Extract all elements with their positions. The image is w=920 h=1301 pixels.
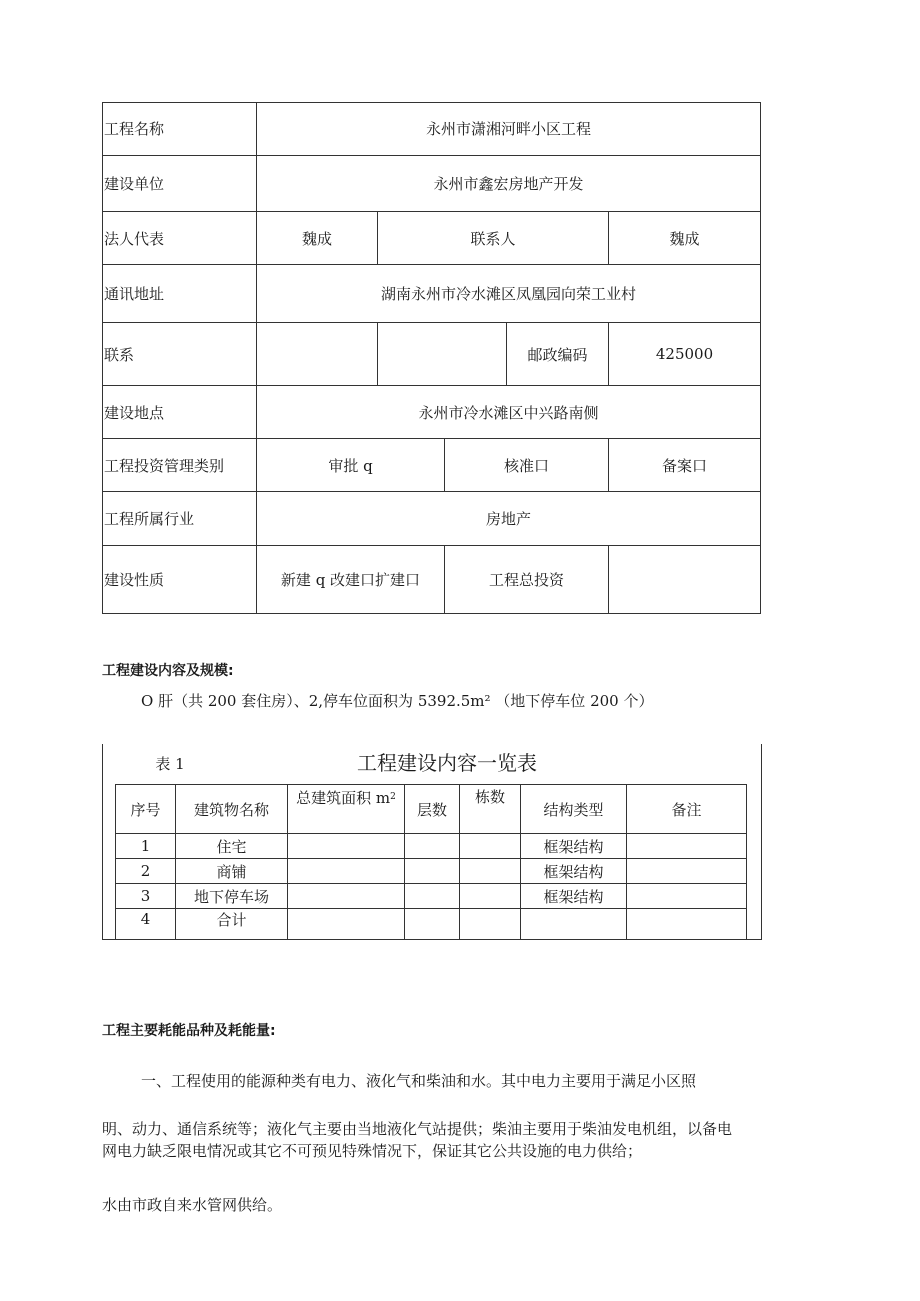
energy-paragraph-line: 网电力缺乏限电情况或其它不可预见特殊情况下，保证其它公共设施的电力供给； (102, 1142, 643, 1160)
energy-paragraph-line: 明、动力、通信系统等；液化气主要由当地液化气站提供；柴油主要用于柴油发电机组，以备电 (102, 1120, 733, 1138)
invest-option-approval: 审批 q (328, 456, 373, 475)
row-name: 住宅 (216, 837, 247, 856)
construction-content-table (102, 744, 762, 940)
energy-heading: 工程主要耗能品种及耗能量: (102, 1023, 276, 1039)
row-structure: 框架结构 (543, 887, 604, 906)
project-info-table (102, 102, 761, 614)
contact-label: 联系 (104, 345, 135, 364)
row-name: 地下停车场 (193, 887, 269, 906)
industry-label: 工程所属行业 (104, 510, 195, 528)
row-seq: 1 (140, 837, 151, 855)
legal-rep-value: 魏成 (301, 229, 332, 248)
postcode-label: 邮政编码 (527, 345, 588, 364)
nature-options: 新建 q 改建口扩建口 (280, 571, 421, 589)
row-seq: 3 (140, 887, 151, 905)
row-seq: 2 (140, 862, 151, 880)
invest-option-verify: 核准口 (503, 456, 549, 475)
total-invest-label: 工程总投资 (488, 571, 564, 589)
header-count: 栋数 (474, 787, 505, 806)
address-label: 通讯地址 (104, 285, 165, 303)
legal-rep-label: 法人代表 (104, 229, 165, 248)
site-label: 建设地点 (104, 403, 165, 422)
invest-type-label: 工程投资管理类别 (104, 456, 225, 475)
project-name-value: 永州市潇湘河畔小区工程 (425, 120, 591, 138)
builder-value: 永州市鑫宏房地产开发 (433, 175, 584, 193)
header-remark: 备注 (671, 800, 702, 819)
row-name: 商铺 (216, 862, 247, 881)
contact-person-label: 联系人 (470, 229, 516, 248)
header-name: 建筑物名称 (193, 800, 269, 819)
table-title: 工程建设内容一览表 (357, 750, 537, 775)
table-caption: 表 1 (155, 754, 185, 773)
header-area: 总建筑面积 m 2 (296, 788, 396, 807)
row-structure: 框架结构 (543, 837, 604, 856)
nature-label: 建设性质 (104, 571, 165, 589)
address-value: 湖南永州市冷水滩区凤凰园向荣工业村 (380, 285, 636, 303)
builder-label: 建设单位 (104, 175, 165, 193)
energy-paragraph-line: 水由市政自来水管网供给。 (102, 1196, 283, 1214)
header-floors: 层数 (416, 800, 447, 819)
scope-heading: 工程建设内容及规模: (102, 663, 234, 679)
postcode-value: 425000 (655, 345, 714, 363)
site-value: 永州市冷水滩区中兴路南侧 (418, 403, 599, 422)
project-name-label: 工程名称 (104, 120, 165, 138)
row-structure: 框架结构 (543, 862, 604, 881)
contact-person-value: 魏成 (669, 229, 700, 248)
industry-value: 房地产 (485, 510, 531, 528)
row-name: 合计 (216, 910, 247, 929)
header-seq: 序号 (130, 800, 161, 819)
scope-text: O 肝（共 200 套住房）、2,停车位面积为 5392.5m² （地下停车位 200 个） (141, 692, 654, 710)
energy-paragraph-line: 一、工程使用的能源种类有电力、液化气和柴油和水。其中电力主要用于满足小区照 (141, 1072, 697, 1090)
invest-option-record: 备案口 (661, 456, 707, 475)
header-structure: 结构类型 (543, 800, 604, 819)
row-seq: 4 (140, 910, 151, 928)
